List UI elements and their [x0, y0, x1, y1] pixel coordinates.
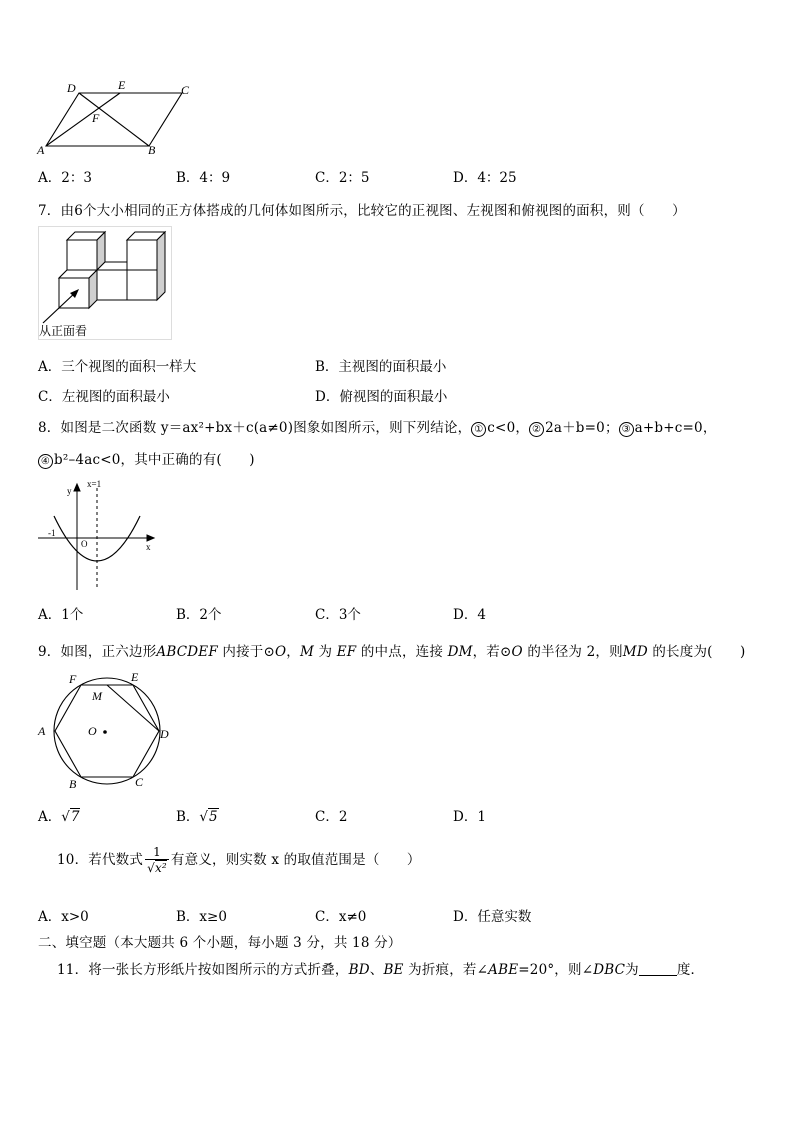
q8-option-b: B．2个	[176, 607, 222, 623]
q9-part2: 内接于⊙	[222, 644, 276, 660]
q10-part1: 10．若代数式	[57, 852, 144, 868]
q7-option-d: D．俯视图的面积最小	[315, 389, 448, 405]
graph-neg1-label: -1	[48, 528, 56, 538]
q10-radicand: x²	[154, 861, 167, 875]
q8-option-a: A．1个	[38, 607, 84, 623]
q9-option-d: D．1	[453, 809, 486, 825]
q9-point-m: M	[300, 644, 315, 660]
hex-label-e: E	[131, 670, 139, 684]
hexagon-shape	[55, 685, 159, 777]
q6-option-c: C．2：5	[315, 170, 370, 186]
q9-part5: 的中点，连接	[360, 644, 444, 660]
q7-option-b: B．主视图的面积最小	[315, 359, 447, 375]
q7-text: 7．由6个大小相同的正方体搭成的几何体如图所示，比较它的正视图、左视图和俯视图的面积，则（ ）	[38, 203, 686, 219]
q9-circle-o: O	[275, 644, 287, 660]
q10-part2: 有意义，则实数 x 的取值范围是（ ）	[170, 852, 421, 868]
q11-part6: 度．	[676, 962, 705, 978]
q8-circle-1: ①	[471, 422, 486, 437]
label-a: A	[37, 143, 45, 157]
q6-option-a: A．2：3	[38, 170, 92, 186]
q11-angle-abe: ABE	[488, 962, 519, 978]
q6-option-d: D．4：25	[453, 170, 517, 186]
label-d: D	[67, 81, 76, 95]
q11-text	[57, 958, 704, 978]
sqrt-icon: √7	[61, 809, 80, 825]
q11-part1: 11．将一张长方形纸片按如图所示的方式折叠，	[57, 962, 349, 978]
q10-option-c: C．x≠0	[315, 909, 367, 925]
q8-statement-1: c<0，	[487, 420, 530, 436]
label-e: E	[118, 78, 126, 92]
q10-text	[57, 845, 421, 876]
hex-label-c: C	[135, 775, 144, 789]
q11-part5: 为	[625, 962, 639, 978]
q6-option-b: B．4：9	[176, 170, 231, 186]
line-ae	[46, 93, 120, 146]
parallelogram-figure	[34, 78, 204, 158]
center-dot	[103, 730, 107, 734]
q8-circle-2: ②	[529, 422, 544, 437]
answer-blank[interactable]	[639, 963, 677, 976]
q10-fraction	[145, 845, 169, 876]
q7-option-a: A．三个视图的面积一样大	[38, 359, 197, 375]
q9-segment-dm: DM	[447, 644, 473, 660]
q10-option-a: A．x>0	[38, 909, 89, 925]
q8-statement-2: 2a＋b=0；	[545, 420, 619, 436]
q11-part3: 为折痕，若∠	[408, 962, 489, 978]
sqrt-icon: √5	[199, 809, 218, 825]
q9-option-b-radicand: 5	[209, 809, 218, 825]
x-axis-arrow	[147, 535, 154, 541]
q9-part3: ，	[286, 644, 300, 660]
q9-circle-o-2: O	[511, 644, 523, 660]
q9-segment-ef: EF	[336, 644, 357, 660]
q9-hexagon-name: ABCDEF	[156, 644, 218, 660]
q10-option-d: D．任意实数	[453, 909, 532, 925]
graph-x-label: x	[146, 542, 151, 552]
section-heading: 二、填空题（本大题共 6 个小题，每小题 3 分，共 18 分）	[38, 935, 402, 951]
hex-label-o: O	[88, 724, 97, 738]
q9-part6: ，若⊙	[472, 644, 512, 660]
q11-segment-bd: BD	[348, 962, 370, 978]
circumcircle	[54, 678, 160, 784]
label-f: F	[92, 111, 100, 125]
q11-part4: =20°，则∠	[518, 962, 594, 978]
q8-circle-4: ④	[38, 454, 53, 469]
q8-line1	[38, 416, 717, 437]
label-c: C	[181, 83, 190, 97]
graph-origin-label: O	[81, 539, 88, 549]
hex-label-a: A	[38, 724, 46, 738]
q8-text-intro: 8．如图是二次函数 y＝ax²+bx＋c(a≠0)图象如图所示，则下列结论，	[38, 420, 472, 436]
diagonal-db	[79, 93, 149, 146]
q9-part1: 9．如图，正六边形	[38, 644, 157, 660]
y-axis-arrow	[74, 484, 80, 491]
q9-option-a-radicand: 7	[70, 809, 80, 825]
q11-part2: 、	[369, 962, 384, 978]
q9-option-b-label: B．	[176, 809, 200, 825]
q8-option-c: C．3个	[315, 607, 361, 623]
q9-segment-md: MD	[622, 644, 648, 660]
hexagon-figure	[34, 668, 179, 794]
cube-figure	[38, 226, 172, 340]
sqrt-icon: √	[147, 861, 155, 875]
q9-option-a	[38, 805, 80, 825]
q7-option-c: C．左视图的面积最小	[38, 389, 170, 405]
cube-caption: 从正面看	[39, 324, 88, 338]
q8-statement-3: a+b+c=0，	[634, 420, 717, 436]
q8-circle-3: ③	[619, 422, 634, 437]
q10-numerator: 1	[153, 845, 161, 859]
q9-part8: 的长度为( )	[652, 644, 746, 660]
q9-option-a-label: A．	[38, 809, 62, 825]
q8-option-d: D．4	[453, 607, 486, 623]
hex-label-f: F	[69, 672, 77, 686]
parabola-graph	[34, 478, 164, 594]
hex-label-m: M	[92, 689, 102, 703]
q10-option-b: B．x≥0	[176, 909, 227, 925]
q9-option-b	[176, 805, 219, 825]
graph-y-label: y	[67, 486, 72, 496]
segment-md	[107, 685, 159, 731]
label-b: B	[148, 143, 156, 157]
hex-label-d: D	[160, 727, 169, 741]
q11-segment-be: BE	[383, 962, 404, 978]
q9-text	[38, 640, 745, 660]
q9-part4: 为	[318, 644, 333, 660]
q11-angle-dbc: DBC	[593, 962, 626, 978]
q9-option-c: C．2	[315, 809, 348, 825]
graph-x1-label: x=1	[87, 479, 102, 489]
hex-label-b: B	[69, 777, 77, 791]
q8-line2	[38, 448, 255, 469]
q8-statement-4: b²–4ac<0，其中正确的有( )	[54, 452, 255, 468]
q9-part7: 的半径为 2，则	[527, 644, 623, 660]
